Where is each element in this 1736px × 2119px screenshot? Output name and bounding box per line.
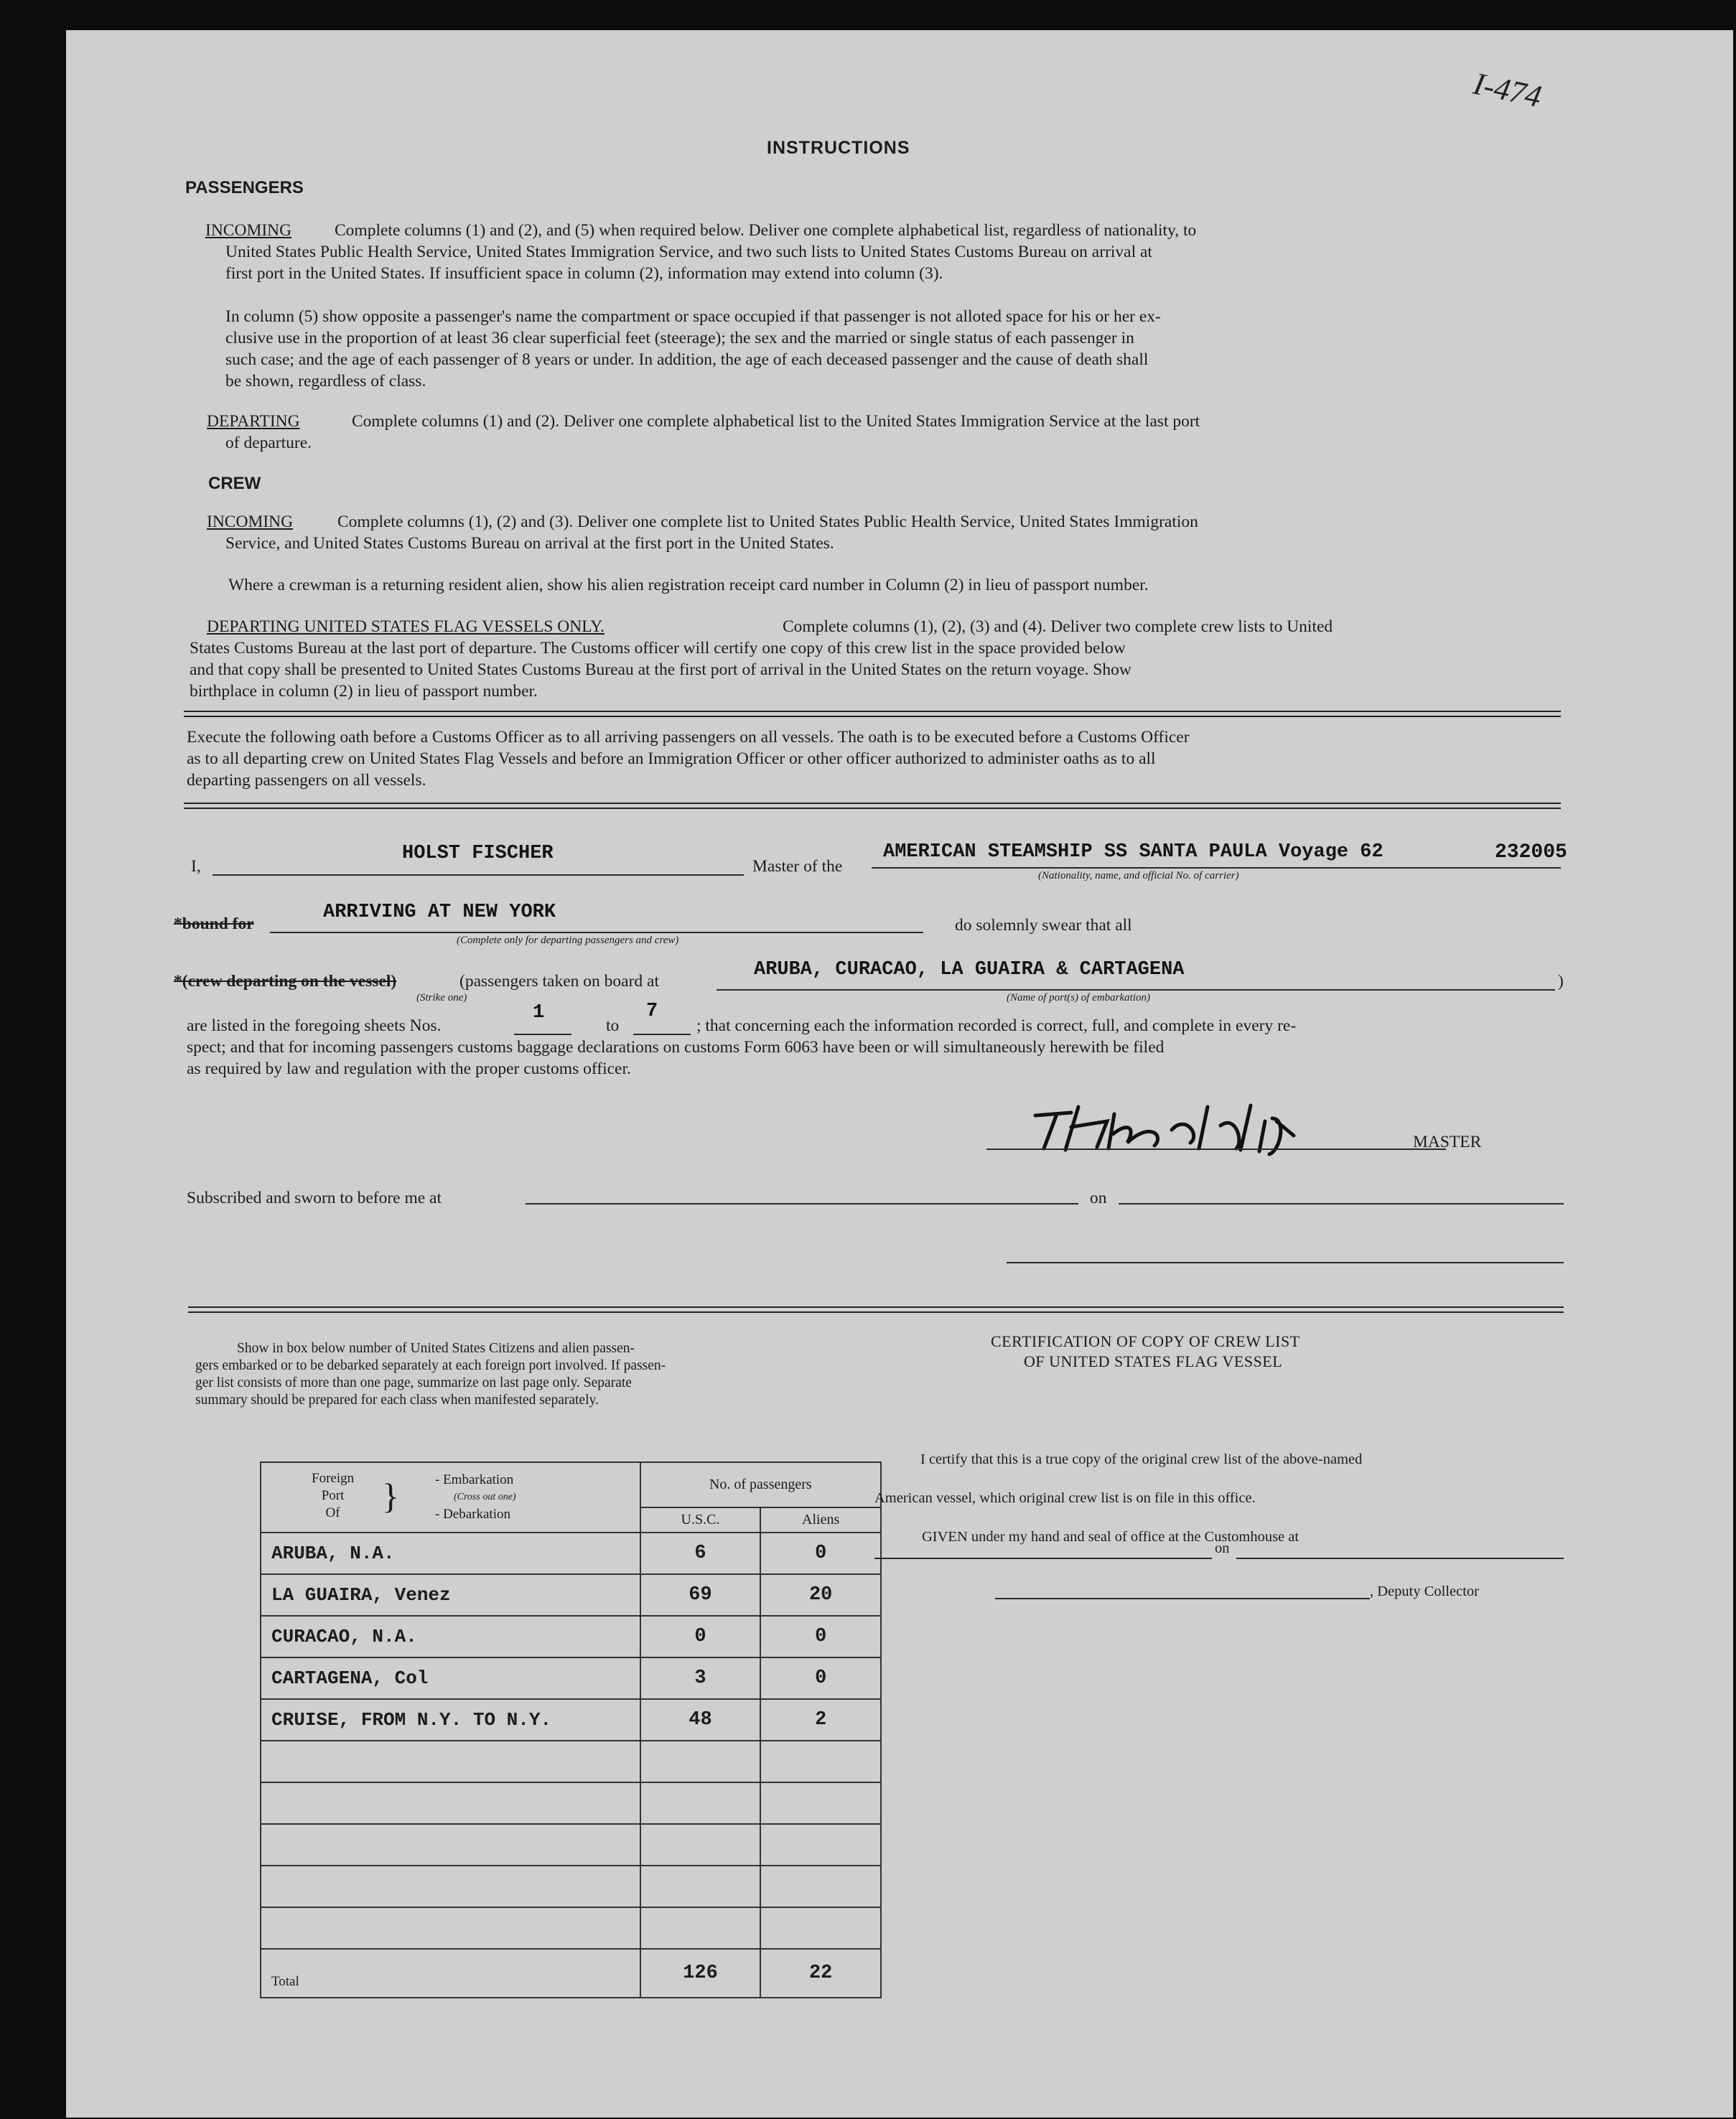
column5-line-2: clusive use in the proportion of at least 36 clear superficial feet (steerage); the sex and the married or single status of each passenger in xyxy=(225,329,1134,347)
vessel-value: AMERICAN STEAMSHIP SS SANTA PAULA Voyage 62 xyxy=(883,841,1383,863)
column5-line-4: be shown, regardless of class. xyxy=(225,372,426,390)
table-row-empty xyxy=(261,1782,881,1824)
master-label: MASTER xyxy=(1413,1133,1482,1151)
certification-on-label: on xyxy=(1215,1540,1230,1556)
to-label: to xyxy=(606,1016,620,1035)
bound-for-struck: *bound for xyxy=(174,915,254,933)
subscribed-date-line xyxy=(1119,1203,1564,1204)
subscribed-place-line xyxy=(526,1203,1078,1204)
crew-incoming-line-2: Service, and United States Customs Bureau on arrival at the first port in the United States. xyxy=(225,534,834,553)
usc-cell: 48 xyxy=(640,1699,761,1741)
table-row-empty xyxy=(261,1866,881,1907)
oath-line-3: as required by law and regulation with the proper customs officer. xyxy=(187,1060,631,1078)
usc-cell: 69 xyxy=(640,1574,761,1616)
certification-line-2: American vessel, which original crew list is on file in this office. xyxy=(874,1490,1256,1506)
crew-departing-line-2: States Customs Bureau at the last port of departure. The Customs officer will certify one copy of this crew list in the space provided below xyxy=(190,639,1126,658)
passengers-departing-label: DEPARTING xyxy=(207,412,300,431)
vessel-line xyxy=(872,867,1561,869)
certification-date-line xyxy=(1236,1558,1564,1559)
oath-intro-line-1: Execute the following oath before a Customs Officer as to all arriving passengers on all vessels. The oath is to be executed before a Customs Officer xyxy=(187,728,1190,747)
crew-heading: CREW xyxy=(208,474,261,493)
table-row xyxy=(261,1699,881,1741)
port-cell: CARTAGENA, Col xyxy=(261,1657,640,1699)
certification-title-line-2: OF UNITED STATES FLAG VESSEL xyxy=(1024,1352,1283,1370)
passenger-summary-table xyxy=(260,1461,882,1998)
table-row-empty xyxy=(261,1824,881,1866)
sheet-to-value: 7 xyxy=(646,1001,658,1022)
aliens-cell: 0 xyxy=(760,1657,881,1699)
usc-header-cell: U.S.C. xyxy=(640,1507,761,1533)
official-number-value: 232005 xyxy=(1495,841,1567,864)
crew-departing-line-4: birthplace in column (2) in lieu of passport number. xyxy=(190,682,538,701)
sheet-to-line xyxy=(633,1034,691,1035)
total-aliens: 22 xyxy=(760,1949,881,1998)
header-embarkation: - Embarkation xyxy=(435,1472,514,1487)
usc-cell: 3 xyxy=(640,1657,761,1699)
strike-one-caption: (Strike one) xyxy=(416,992,467,1004)
master-name-value: HOLST FISCHER xyxy=(402,843,554,864)
summary-instructions-line-3: ger list consists of more than one page, summarize on last page only. Separate xyxy=(195,1375,632,1390)
section-divider-3 xyxy=(188,1306,1564,1313)
usc-cell: 0 xyxy=(640,1616,761,1657)
ports-caption: (Name of port(s) of embarkation) xyxy=(1007,992,1150,1004)
port-cell: LA GUAIRA, Venez xyxy=(261,1574,640,1616)
signature-line xyxy=(986,1149,1446,1150)
sheet-from-value: 1 xyxy=(533,1002,545,1024)
ports-value: ARUBA, CURACAO, LA GUAIRA & CARTAGENA xyxy=(754,959,1185,981)
master-name-line xyxy=(213,874,744,876)
crew-departing-line-1: Complete columns (1), (2), (3) and (4). Deliver two complete crew lists to United xyxy=(783,617,1333,636)
master-signature xyxy=(1028,1093,1401,1157)
passengers-header-cell: No. of passengers xyxy=(640,1462,881,1507)
i-label: I, xyxy=(191,857,201,876)
certification-line-1: I certify that this is a true copy of the original crew list of the above-named xyxy=(920,1451,1363,1467)
sheets-suffix: ; that concerning each the information recorded is correct, full, and complete in every re- xyxy=(696,1016,1297,1035)
deputy-collector-label: , Deputy Collector xyxy=(1370,1584,1480,1599)
column5-line-3: such case; and the age of each passenger of 8 years or under. In addition, the age of each deceased passenger and the cause of death shall xyxy=(225,350,1149,369)
certification-line-3: GIVEN under my hand and seal of office at the Customhouse at xyxy=(922,1529,1299,1545)
vessel-caption: (Nationality, name, and official No. of carrier) xyxy=(1038,870,1239,881)
sheet-from-line xyxy=(514,1034,571,1035)
sheets-prefix: are listed in the foregoing sheets Nos. xyxy=(187,1016,442,1035)
port-header-cell xyxy=(261,1462,640,1533)
table-row xyxy=(261,1574,881,1616)
passengers-heading: PASSENGERS xyxy=(185,178,304,197)
oath-intro-line-2: as to all departing crew on United States Flag Vessels and before an Immigration Officer or other officer authorized to administer oaths as to all xyxy=(187,749,1156,768)
summary-instructions-line-1: Show in box below number of United States Citizens and alien passen- xyxy=(237,1341,635,1356)
customhouse-line xyxy=(874,1558,1212,1559)
ports-line xyxy=(717,989,1555,991)
crew-resident-line: Where a crewman is a returning resident alien, show his alien registration receipt card number in Column (2) in lieu of passport number. xyxy=(228,576,1149,594)
ports-close-paren: ) xyxy=(1558,972,1564,991)
total-usc: 126 xyxy=(640,1949,761,1998)
oath-intro-line-3: departing passengers on all vessels. xyxy=(187,771,426,790)
aliens-cell: 20 xyxy=(760,1574,881,1616)
crew-incoming-label: INCOMING xyxy=(207,513,294,531)
crew-departing-struck: *(crew departing on the vessel) xyxy=(174,972,397,991)
document-page xyxy=(66,30,1733,2118)
subscribed-label: Subscribed and sworn to before me at xyxy=(187,1189,442,1207)
port-cell: ARUBA, N.A. xyxy=(261,1533,640,1574)
passengers-incoming-label: INCOMING xyxy=(205,221,292,240)
deputy-line xyxy=(995,1598,1370,1599)
arrival-value: ARRIVING AT NEW YORK xyxy=(323,902,556,923)
section-divider-2 xyxy=(184,803,1561,809)
table-row xyxy=(261,1533,881,1574)
table-header-row xyxy=(261,1462,881,1507)
crew-incoming-line-1: Complete columns (1), (2) and (3). Deliver one complete list to United States Public Health Service, United States Immigration xyxy=(337,513,1198,531)
table-row xyxy=(261,1616,881,1657)
header-cross-out: (Cross out one) xyxy=(454,1492,516,1502)
header-port-line-2: Port xyxy=(321,1488,345,1503)
passengers-on-board-label: (passengers taken on board at xyxy=(459,972,659,991)
officer-line xyxy=(1007,1262,1564,1263)
corner-handwritten-note: I-474 xyxy=(1470,65,1545,115)
document-title: INSTRUCTIONS xyxy=(767,138,910,158)
aliens-cell: 2 xyxy=(760,1699,881,1741)
usc-cell: 6 xyxy=(640,1533,761,1574)
table-row-empty xyxy=(261,1907,881,1949)
header-port-line-3: Of xyxy=(325,1505,340,1520)
certification-title-line-1: CERTIFICATION OF COPY OF CREW LIST xyxy=(991,1332,1300,1350)
summary-instructions-line-2: gers embarked or to be debarked separately at each foreign port involved. If passen- xyxy=(195,1358,666,1373)
crew-departing-label: DEPARTING UNITED STATES FLAG VESSELS ONLY. xyxy=(207,617,605,636)
table-total-row xyxy=(261,1949,881,1998)
passengers-departing-line-1: Complete columns (1) and (2). Deliver one complete alphabetical list to the United States Immigration Service at the last port xyxy=(352,412,1200,431)
header-port-line-1: Foreign xyxy=(312,1471,355,1486)
aliens-cell: 0 xyxy=(760,1533,881,1574)
total-label: Total xyxy=(261,1949,640,1998)
oath-line-2: spect; and that for incoming passengers customs baggage declarations on customs Form 6063 have been or will simultaneously herewith be filed xyxy=(187,1038,1165,1057)
passengers-departing-line-2: of departure. xyxy=(225,434,312,452)
passengers-incoming-line-3: first port in the United States. If insufficient space in column (2), information may extend into column (3). xyxy=(225,264,943,283)
aliens-header-cell: Aliens xyxy=(760,1507,881,1533)
arrival-caption: (Complete only for departing passengers and crew) xyxy=(457,935,679,946)
aliens-cell: 0 xyxy=(760,1616,881,1657)
subscribed-on-label: on xyxy=(1090,1189,1107,1207)
table-row-empty xyxy=(261,1741,881,1782)
arrival-line xyxy=(270,932,923,933)
passengers-incoming-line-1: Complete columns (1) and (2), and (5) when required below. Deliver one complete alphabetical list, regardless of nationality, to xyxy=(335,221,1197,240)
table-row xyxy=(261,1657,881,1699)
header-debarkation: - Debarkation xyxy=(435,1507,510,1522)
port-cell: CURACAO, N.A. xyxy=(261,1616,640,1657)
port-cell: CRUISE, FROM N.Y. TO N.Y. xyxy=(261,1699,640,1741)
column5-line-1: In column (5) show opposite a passenger's name the compartment or space occupied if that passenger is not alloted space for his or her ex- xyxy=(225,307,1161,326)
summary-instructions-line-4: summary should be prepared for each class when manifested separately. xyxy=(195,1393,599,1408)
section-divider-1 xyxy=(184,711,1561,717)
crew-departing-line-3: and that copy shall be presented to United States Customs Bureau at the first port of arrival in the United States on the return voyage. Show xyxy=(190,660,1131,679)
header-brace: } xyxy=(382,1476,399,1516)
master-of-label: Master of the xyxy=(752,857,843,876)
passengers-incoming-line-2: United States Public Health Service, United States Immigration Service, and two such lists to United States Customs Bureau on arrival at xyxy=(225,243,1152,261)
swear-text: do solemnly swear that all xyxy=(955,916,1132,935)
